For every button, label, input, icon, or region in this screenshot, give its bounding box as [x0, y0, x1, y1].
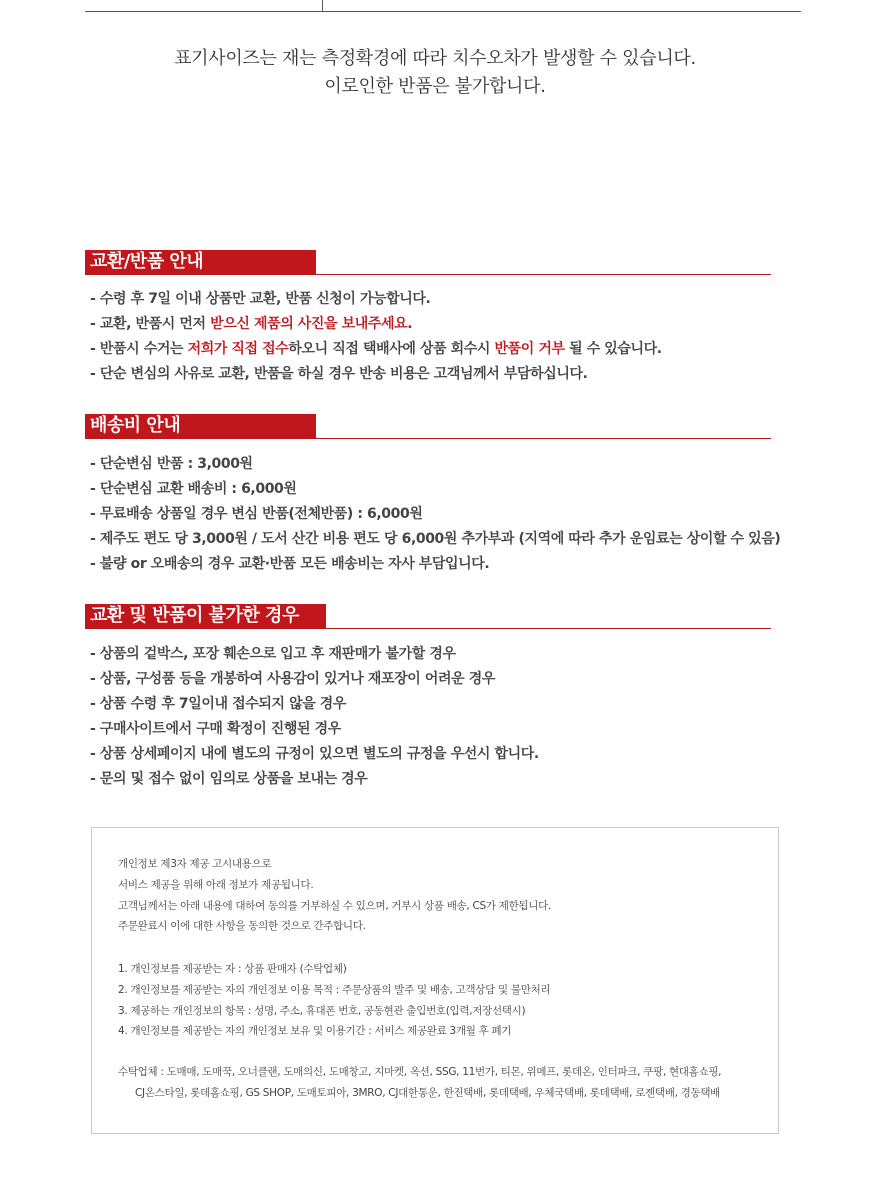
privacy-terms — [118, 959, 550, 1042]
top-divider-tick — [322, 0, 323, 12]
nonreturn-list — [90, 642, 539, 792]
exchange-item — [90, 312, 662, 337]
privacy-info-box — [91, 827, 779, 1134]
shipping-item: - 제주도 편도 당 3,000원 / 도서 산간 비용 편도 당 6,000원 추가부과 (지역에 따라 추가 운임료는 상이할 수 있음) — [90, 531, 781, 547]
nonreturn-item: - 문의 및 접수 없이 임의로 상품을 보내는 경우 — [90, 771, 368, 787]
exchange-item: - 단순 변심의 사유로 교환, 반품을 하실 경우 반송 비용은 고객님께서 부담하십니다. — [90, 366, 588, 382]
privacy-intro-line: 고객님께서는 아래 내용에 대하여 동의를 거부하실 수 있으며, 거부시 상품 배송, CS가 제한됩니다. — [118, 899, 551, 912]
shipping-title: 배송비 안내 — [85, 414, 316, 438]
nonreturn-item: - 구매사이트에서 구매 확정이 진행된 경우 — [90, 721, 341, 737]
shipping-header — [85, 414, 771, 439]
exchange-item-text: 될 수 있습니다. — [564, 341, 662, 357]
exchange-item — [90, 337, 662, 362]
exchange-section — [85, 250, 771, 382]
top-divider — [85, 11, 801, 12]
exchange-item-highlight: 받으신 제품의 사진을 보내주세요. — [210, 316, 413, 332]
privacy-intro-line: 개인정보 제3자 제공 고시내용으로 — [118, 858, 272, 870]
privacy-term-line: 1. 개인정보를 제공받는 자 : 상품 판매자 (수탁업체) — [118, 963, 347, 975]
size-notice-line2: 이로인한 반품은 불가합니다. — [324, 76, 546, 97]
exchange-item-highlight: 저희가 직접 접수 — [187, 341, 289, 357]
nonreturn-item: - 상품의 겉박스, 포장 훼손으로 입고 후 재판매가 불가할 경우 — [90, 646, 456, 662]
nonreturn-title: 교환 및 반품이 불가한 경우 — [85, 604, 326, 628]
size-notice-line1: 표기사이즈는 재는 측정확경에 따라 치수오차가 발생할 수 있습니다. — [174, 48, 696, 69]
exchange-item-text: - 교환, 반품시 먼저 — [90, 316, 211, 332]
privacy-intro — [118, 854, 551, 937]
exchange-header — [85, 250, 771, 275]
nonreturn-header — [85, 604, 771, 629]
exchange-item-text: - 반품시 수거는 — [90, 341, 188, 357]
exchange-item: - 수령 후 7일 이내 상품만 교환, 반품 신청이 가능합니다. — [90, 291, 431, 307]
shipping-item: - 불량 or 오배송의 경우 교환·반품 모든 배송비는 자사 부담입니다. — [90, 556, 490, 572]
nonreturn-item: - 상품 수령 후 7일이내 접수되지 않을 경우 — [90, 696, 347, 712]
exchange-list — [90, 287, 662, 387]
shipping-section — [85, 414, 781, 572]
privacy-intro-line: 주문완료시 이에 대한 사항을 동의한 것으로 간주합니다. — [118, 920, 366, 933]
privacy-term-line: 4. 개인정보를 제공받는 자의 개인정보 보유 및 이용기간 : 서비스 제공완료 3개월 후 폐기 — [118, 1025, 512, 1038]
vendors-line: 수탁업체 : 도매매, 도매꾹, 오너클랜, 도매의신, 도매창고, 지마켓, 옥션, SSG, 11번가, 티몬, 위메프, 롯데온, 인터파크, 쿠팡, 현대홈쇼핑, — [118, 1066, 722, 1078]
exchange-item-text: 하오니 직접 택배사에 상품 회수시 — [288, 341, 495, 357]
exchange-title: 교환/반품 안내 — [85, 250, 316, 274]
privacy-intro-line: 서비스 제공을 위해 아래 정보가 제공됩니다. — [118, 878, 314, 891]
shipping-item: - 무료배송 상품일 경우 변심 반품(전체반품) : 6,000원 — [90, 506, 423, 522]
privacy-term-line: 2. 개인정보를 제공받는 자의 개인정보 이용 목적 : 주문상품의 발주 및 배송, 고객상담 및 불만처리 — [118, 983, 551, 996]
shipping-list — [90, 452, 780, 577]
shipping-item: - 단순변심 반품 : 3,000원 — [90, 456, 253, 472]
privacy-vendors — [118, 1062, 721, 1104]
exchange-item-highlight: 반품이 거부 — [494, 341, 565, 357]
nonreturn-item: - 상품 상세페이지 내에 별도의 규정이 있으면 별도의 규정을 우선시 합니다. — [90, 746, 539, 762]
nonreturn-section — [85, 604, 771, 787]
privacy-term-line: 3. 제공하는 개인정보의 항목 : 성명, 주소, 휴대폰 번호, 공동현관 출입번호(입력,저장선택시) — [118, 1004, 526, 1017]
shipping-item: - 단순변심 교환 배송비 : 6,000원 — [90, 481, 297, 497]
vendors-line: CJ온스타일, 롯데홈쇼핑, GS SHOP, 도매토피아, 3MRO, CJ대한통운, 한진택배, 롯데택배, 우체국택배, 롯데택배, 로젠택배, 경동택배 — [135, 1086, 721, 1099]
nonreturn-item: - 상품, 구성품 등을 개봉하여 사용감이 있거나 재포장이 어려운 경우 — [90, 671, 495, 687]
